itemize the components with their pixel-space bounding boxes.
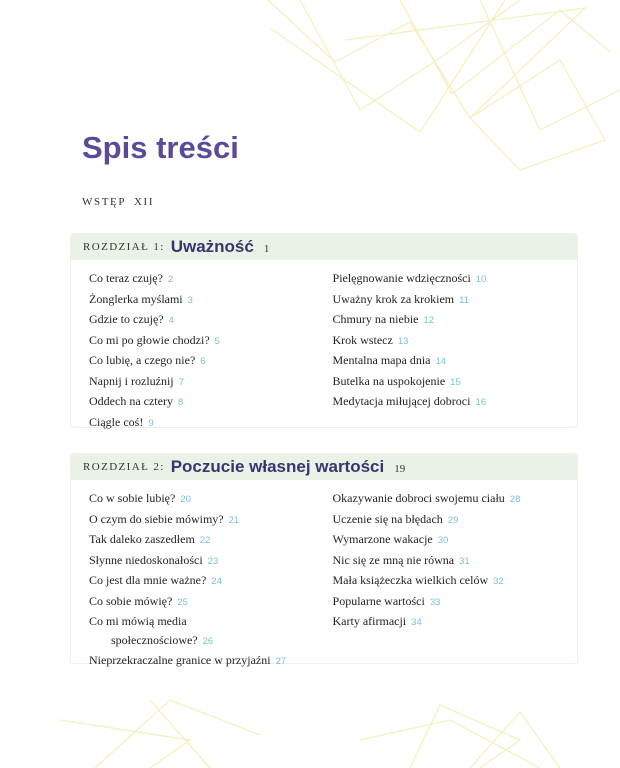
entry-page: 9	[148, 417, 154, 429]
entry-page: 3	[187, 294, 193, 306]
toc-entry[interactable]	[89, 571, 333, 592]
chapter-header[interactable]	[71, 454, 577, 480]
toc-entry[interactable]	[333, 592, 577, 613]
entry-page: 6	[200, 356, 206, 367]
entry-page: 7	[178, 376, 184, 388]
toc-entry[interactable]	[89, 551, 333, 572]
entry-title: Gdzie to czuję?	[89, 312, 164, 326]
entry-page: 33	[429, 596, 441, 608]
entry-page: 12	[423, 315, 435, 326]
toc-entry[interactable]	[89, 331, 333, 352]
entry-title: Ciągle coś!	[89, 414, 144, 429]
toc-entry[interactable]	[89, 413, 333, 434]
toc-entry[interactable]	[333, 269, 577, 290]
chapter-header[interactable]	[71, 234, 577, 260]
entry-title: Uczenie się na błędach	[332, 511, 443, 526]
entry-page: 28	[509, 494, 521, 505]
toc-entry[interactable]	[333, 310, 577, 331]
chapter-2-left-column	[89, 489, 333, 651]
entry-page: 26	[202, 635, 214, 647]
entry-page: 4	[168, 315, 174, 326]
entry-page: 5	[214, 335, 220, 347]
entry-page: 11	[459, 294, 470, 306]
entry-title: Wymarzone wakacje	[332, 532, 433, 546]
page-title: Spis treści	[82, 130, 239, 165]
entry-title: O czym do siebie mówimy?	[89, 511, 224, 526]
intro-label: WSTĘP	[82, 196, 126, 208]
entry-page: 34	[411, 617, 422, 628]
toc-entry[interactable]	[333, 551, 577, 572]
entry-title: Okazywanie dobroci swojemu ciału	[332, 491, 505, 505]
entry-page: 21	[228, 514, 240, 526]
intro-entry[interactable]	[82, 196, 154, 208]
entry-page: 30	[437, 535, 449, 546]
entry-title: Mentalna mapa dnia	[332, 353, 431, 367]
entry-title: Butelka na uspokojenie	[332, 373, 446, 388]
toc-entry[interactable]	[333, 571, 577, 592]
toc-entry[interactable]	[333, 510, 577, 531]
entry-page: 32	[493, 576, 504, 587]
entry-page: 22	[199, 535, 211, 546]
entry-title: Karty afirmacji	[332, 614, 407, 628]
chapter-2	[70, 453, 578, 667]
entry-page: 15	[450, 376, 461, 388]
toc-entry[interactable]	[333, 612, 577, 633]
entry-title: Popularne wartości	[332, 593, 425, 608]
entry-page: 25	[177, 596, 188, 608]
entry-page: 29	[447, 514, 459, 526]
entry-page: 14	[435, 356, 447, 367]
entry-title: Tak daleko zaszedłem	[89, 532, 195, 546]
toc-entry[interactable]	[89, 351, 333, 372]
entry-title: Chmury na niebie	[332, 312, 419, 326]
chapter-1-left-column	[89, 269, 333, 433]
toc-entry[interactable]	[71, 651, 577, 672]
entry-page: 27	[275, 656, 287, 667]
chapter-title: Poczucie własnej wartości	[170, 457, 385, 476]
entry-title: Mała książeczka wielkich celów	[332, 573, 489, 587]
toc-entry[interactable]	[333, 372, 577, 393]
toc-entry[interactable]	[333, 530, 577, 551]
toc-entry[interactable]	[333, 331, 577, 352]
chapter-label: ROZDZIAŁ 1:	[83, 241, 165, 253]
intro-page: XII	[134, 196, 155, 208]
toc-entry[interactable]	[89, 290, 333, 311]
entry-title: Nic się ze mną nie równa	[332, 552, 455, 567]
entry-page: 16	[475, 397, 487, 408]
entry-title: Co mi po głowie chodzi?	[89, 332, 210, 347]
chapter-title: Uważność	[170, 237, 254, 256]
entry-page: 20	[180, 494, 191, 505]
entry-title: Napnij i rozluźnij	[89, 373, 174, 388]
entry-page: 10	[475, 274, 487, 285]
entry-title: Co teraz czuję?	[89, 271, 163, 285]
chapter-2-right-column	[333, 489, 577, 651]
entry-title: Nieprzekraczalne granice w przyjaźni	[89, 653, 271, 667]
chapter-1-right-column	[333, 269, 577, 433]
chapter-1	[70, 233, 578, 428]
toc-entry[interactable]	[89, 372, 333, 393]
toc-entry[interactable]	[89, 489, 333, 510]
entry-title: Co jest dla mnie ważne?	[89, 573, 207, 587]
entry-title: Medytacja miłującej dobroci	[332, 394, 471, 408]
entry-page: 23	[207, 555, 219, 567]
toc-entry[interactable]	[89, 269, 333, 290]
entry-title-continued: społecznościowe?	[111, 632, 198, 647]
toc-entry[interactable]	[333, 392, 577, 413]
chapter-page: 1	[263, 243, 270, 255]
toc-entry[interactable]	[89, 510, 333, 531]
entry-page: 24	[211, 576, 222, 587]
entry-page: 13	[397, 335, 409, 347]
chapter-page: 19	[394, 463, 406, 475]
entry-page: 2	[167, 274, 174, 285]
toc-entry[interactable]	[333, 351, 577, 372]
entry-title: Co w sobie lubię?	[89, 491, 176, 505]
toc-entry[interactable]	[89, 612, 333, 651]
entry-title: Co lubię, a czego nie?	[89, 353, 196, 367]
entry-title: Pielęgnowanie wdzięczności	[332, 271, 471, 285]
entry-title: Co mi mówią media	[89, 614, 187, 628]
toc-entry[interactable]	[89, 592, 333, 613]
entry-title: Krok wstecz	[332, 332, 393, 347]
chapter-label: ROZDZIAŁ 2:	[83, 461, 165, 473]
toc-entry[interactable]	[89, 530, 333, 551]
entry-title: Co sobie mówię?	[89, 593, 173, 608]
entry-title: Uważny krok za krokiem	[332, 291, 455, 306]
toc-entry[interactable]	[333, 489, 577, 510]
entry-page: 31	[459, 555, 470, 567]
toc-entry[interactable]	[333, 290, 577, 311]
entry-title: Słynne niedoskonałości	[89, 552, 203, 567]
entry-title: Żonglerka myślami	[89, 291, 183, 306]
entry-title: Oddech na cztery	[89, 394, 173, 408]
entry-page: 8	[177, 397, 184, 408]
toc-entry[interactable]	[89, 392, 333, 413]
toc-entry[interactable]	[89, 310, 333, 331]
